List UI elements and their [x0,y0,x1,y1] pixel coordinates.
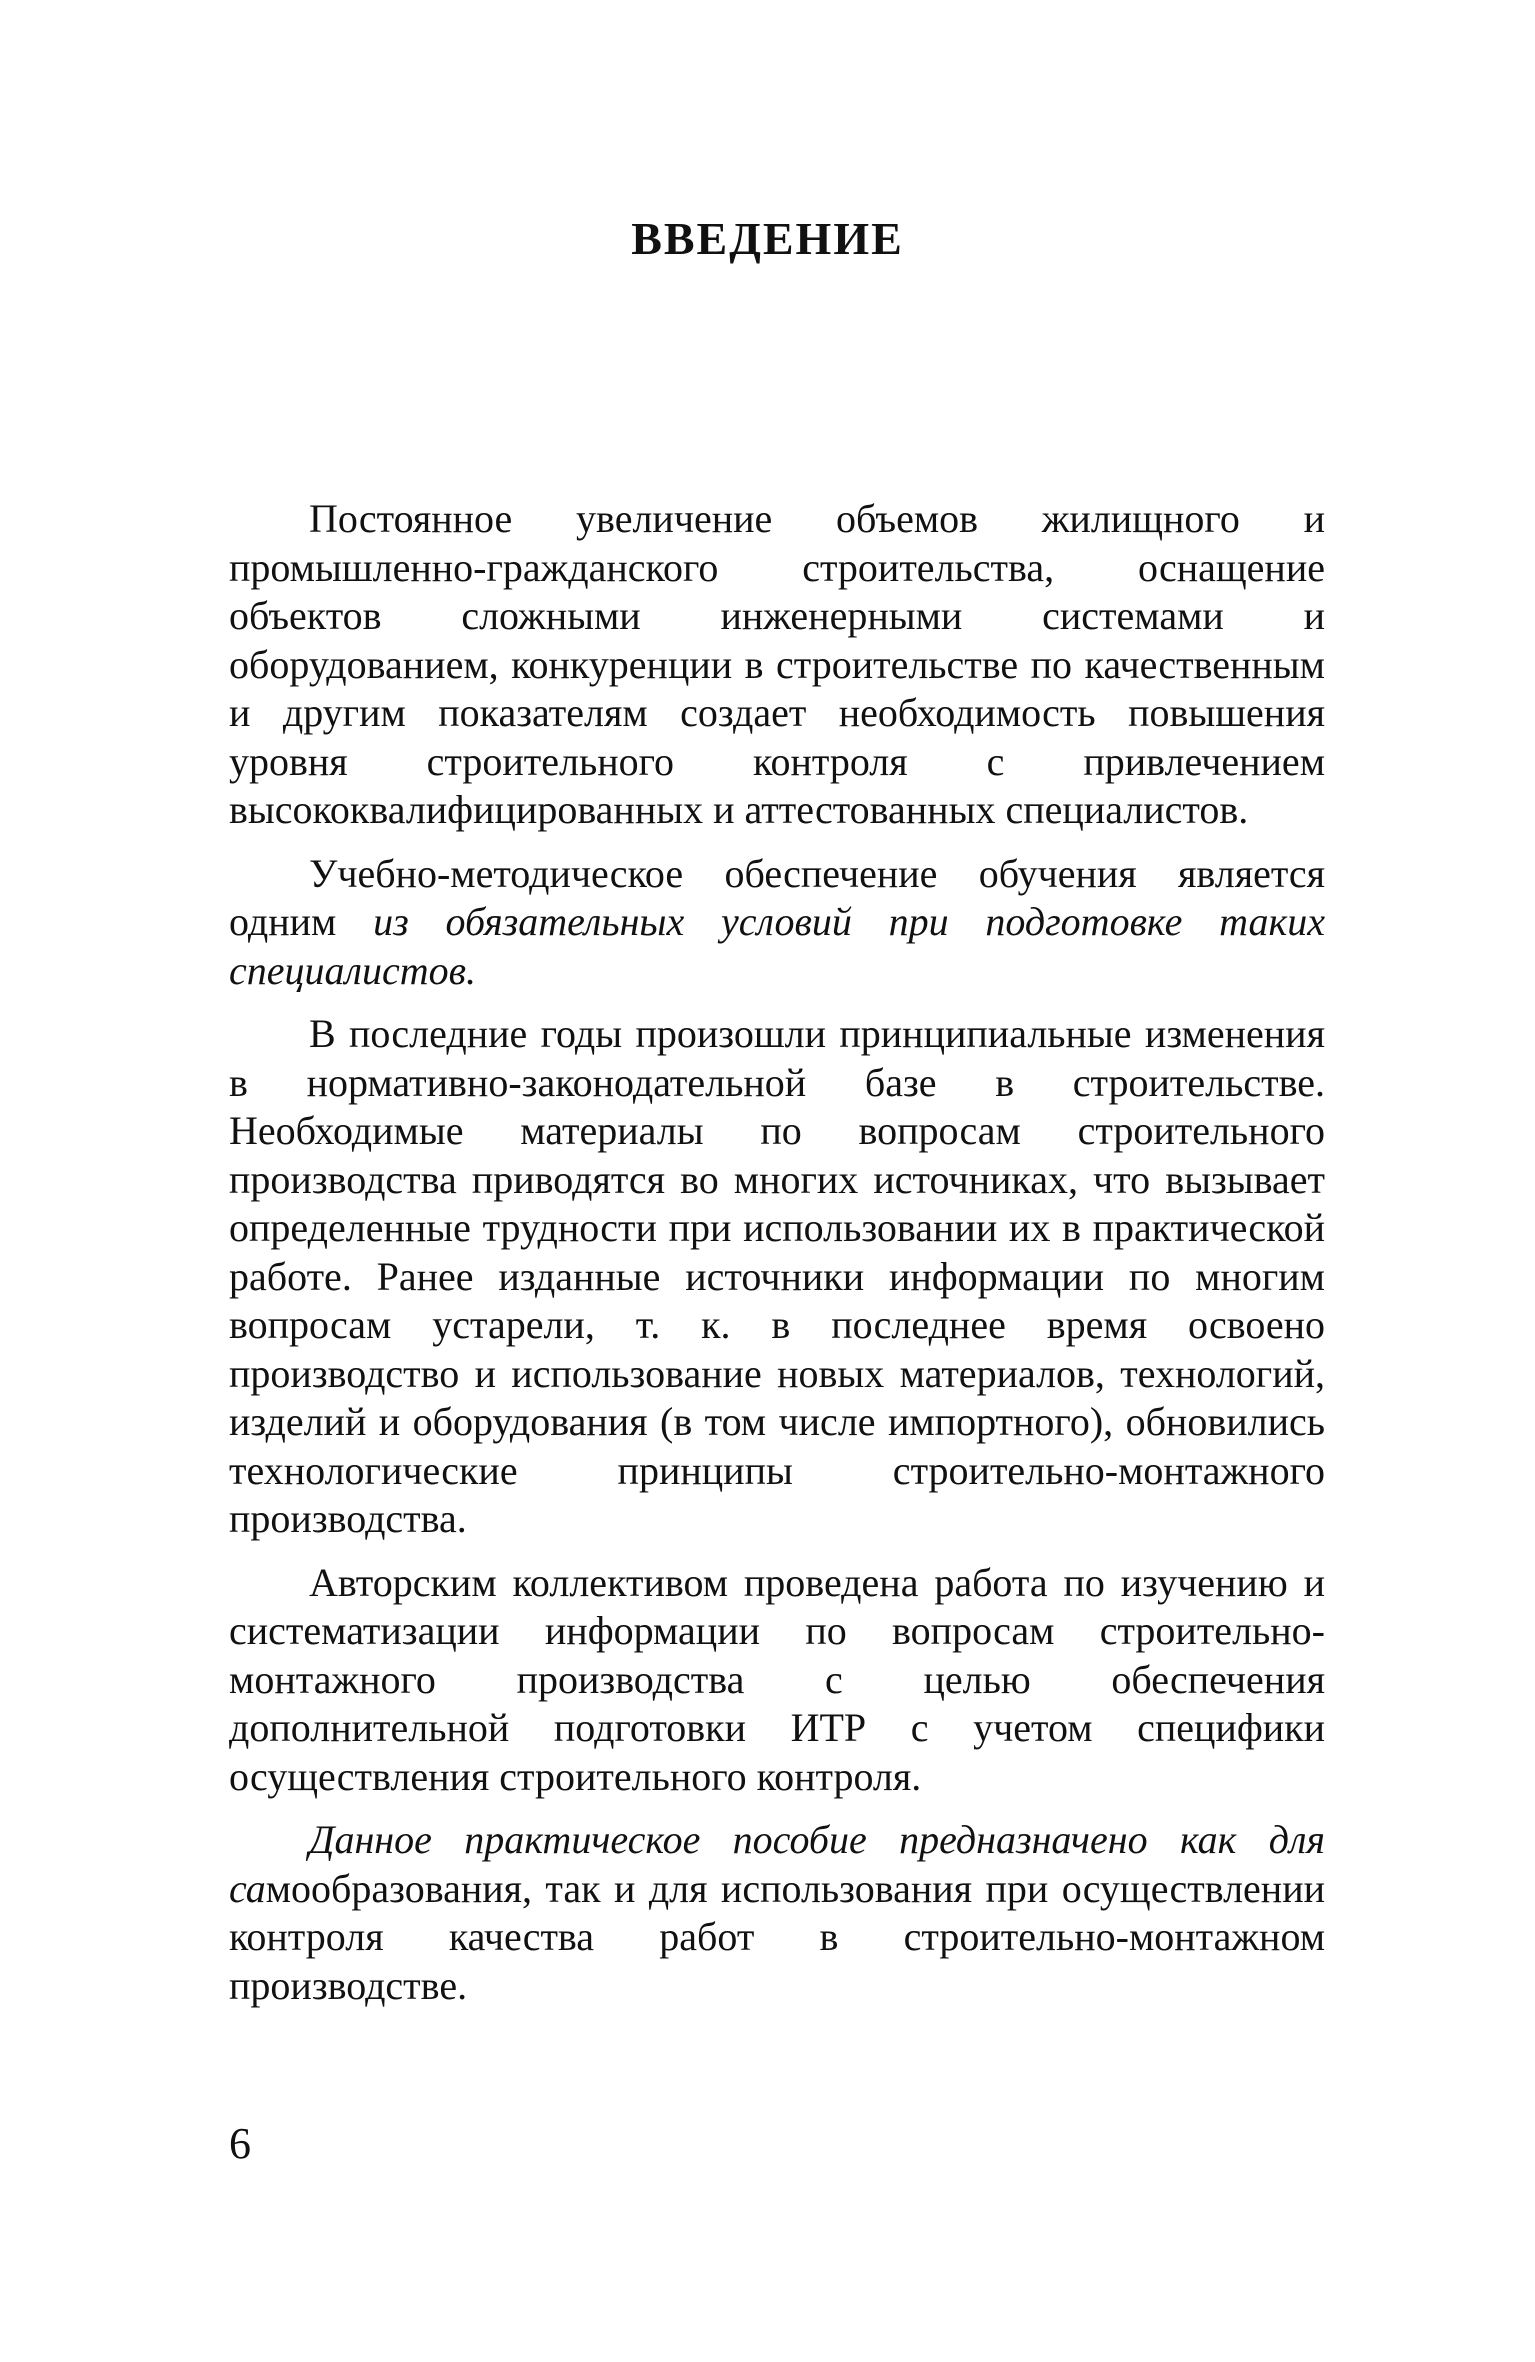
paragraph-5-italic: Данное практическое пособие предназначено как для са [229,1817,1325,1911]
paragraph-2 [229,850,1325,996]
paragraph-1: Постоянное увеличение объемов жилищного и промышленно-гражданского строительства, оснащение объектов сложными инженерными системами и оборудованием, конкуренции в строительстве по качественным и другим показателям создает необходимость повышения уровня строительного контроля с привлечением высококвалифицированных и аттестованных специалистов. [229,496,1325,832]
body-text [229,495,1325,2025]
paragraph-4: Авторским коллективом проведена работа по изучению и систематизации информации по вопросам строительно-монтажного производства с целью обеспечения дополнительной подготовки ИТР с учетом специфики осуществления строительного контроля. [229,1559,1325,1799]
page-title: ВВЕДЕНИЕ [631,213,904,264]
page-number: 6 [229,2119,251,2168]
paragraph-3: В последние годы произошли принципиальные изменения в нормативно-законодательной базе в строительстве. Необходимые материалы по вопросам строительного производства приводятся во многих источниках, что вызывает определенные трудности при использовании их в практической работе. Ранее изданные источники информации по многим вопросам устарели, т. к. в последнее время освоено производство и использование новых материалов, технологий, изделий и оборудования (в том числе импортного), обновились технологические принципы строительно-монтажного производства. [229,1011,1325,1541]
paragraph-5 [229,1816,1325,2010]
paragraph-5-end: мообразования, так и для использования при осуществлении контроля качества работ в строительно-монтажном производстве. [229,1865,1325,2008]
paragraph-2-italic: из обязательных условий при подготовке таких специалистов. [229,899,1326,993]
paragraph-2-start: Учебно-методическое обеспечение обучения является одним [229,850,1325,944]
